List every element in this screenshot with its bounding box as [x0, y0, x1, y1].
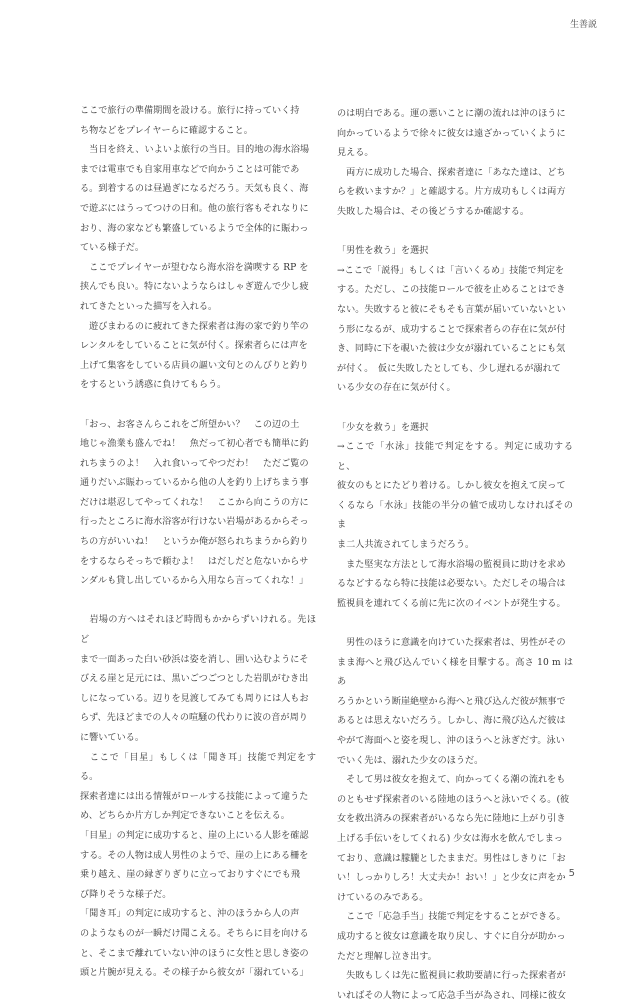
paragraph: 「少女を救う」を選択 →ここで「水泳」技能で判定をする。判定に成功すると、 彼女のもとにたどり着ける。しかし彼女を抱えて戻って くるなら「水泳」技能の半分の値で成功しなければそのま ま二人共流されてしまうだろう。: [337, 422, 573, 551]
page-number: 5: [568, 868, 575, 879]
paragraph: また堅実な方法として海水浴場の監視員に助けを求め るなどするなら特に技能は必要ない。ただしその場合は 監視員を連れてくる前に先に次のイベントが発生する。: [337, 559, 566, 609]
paragraph: 「おっ、お客さんらこれをご所望かい？ この辺の土 地じゃ漁業も盛んでね！ 魚だって初心者でも簡単に釣 れちまうのよ！ 入れ食いってやつだわ！ ただご覧の 通りだいぶ賑わっているから他の人を釣り上げちまう事 だけは堪忍してやってくれな！ ここから向こうの方に 行ったところに海水浴客が行けない岩場があるからそっ ちの方がいいね！ というか俺が怒られちまうから釣り をするならそっちで頼むよ！ はだしだと危ないからサ ンダルも貸し出しているから入用なら言ってくれな！」: [80, 419, 309, 587]
paragraph: そして男は彼女を抱えて、向かってくる潮の流れをも のともせず探索者のいる陸地のほうへと泳いでくる。(彼 女を救出済みの探索者がいるなら先に陸地に上がり引き 上げる手伝いをしてくれる) 少女は海水を飲んでしまっ ており、意識は朦朧としたままだ。男性はしきりに「お い！しっかりしろ！大丈夫か！おい！」と少女に声をか けているのみである。: [337, 775, 570, 903]
paragraph: ここで「目星」もしくは「聞き耳」技能で判定をする。 探索者達には出る情報がロールする技能によって違うた め、どちらか片方しか判定できないことを伝える。: [80, 752, 316, 822]
paragraph: 当日を終え、いよいよ旅行の当日。目的地の海水浴場 までは電車でも自家用車などで向かうことは可能であ る。到着するのは昼過ぎになるだろう。天気も良く、海 で遊ぶにはうってつけの日和。他の旅行客もそれなりに おり、海の家なども繁盛しているようで全体的に賑わっ ている様子だ。: [80, 145, 310, 254]
paragraph-gap: [80, 592, 316, 612]
paragraph: のは明白である。運の悪いことに潮の流れは沖のほうに 向かっているようで徐々に彼女は遠ざかっていくように 見える。: [337, 109, 566, 159]
paragraph: 「聞き耳」の判定に成功すると、沖のほうから人の声 のようなものが一瞬だけ聞こえる。そちらに目を向ける と、そこまで離れていない沖のほうに女性と思しき姿の 頭と片腕が見える。その様子から彼女が「溺れている」: [80, 909, 309, 979]
left-text-column: [80, 102, 316, 984]
paragraph-gap: [80, 396, 316, 416]
paragraph: 「目星」の判定に成功すると、崖の上にいる人影を確認 する。その人物は成人男性のようで、崖の上にある柵を 乗り越え、崖の縁ぎりぎりに立っておりすぐにでも飛 び降りそうな様子だ。: [80, 830, 309, 900]
paragraph: 岩場の方へはそれほど時間もかからずいけれる。先ほど まで一面あった白い砂浜は姿を消し、囲い込むようにそ びえる崖と足元には、黒いごつごつとした岩肌がむき出 しになっている。辺りを見渡してみても周りには人もお らず、先ほどまでの人々の喧騒の代わりに波の音が周り に響いている。: [80, 615, 316, 743]
paragraph-gap: [337, 614, 573, 634]
paragraph: 両方に成功した場合、探索者達に「あなた達は、どち らを救いますか？」と確認する。片方成功もしくは両方 失敗した場合は、その後どうするか確認する。: [337, 167, 566, 217]
paragraph: 男性のほうに意識を向けていた探索者は、男性がその まま海へと飛び込んでいく様を目撃する。高さ 10 m はあ ろうかという断崖絶壁から海へと飛び込んだ彼が無事で あるとは思えないだろう。しかし、海に飛び込んだ彼は やがて海面へと姿を現し、沖のほうへと泳ぎだす。泳い でいく先は、溺れた少女のほうだ。: [337, 638, 573, 766]
paragraph: ここで「応急手当」技能で判定をすることができる。 成功すると彼女は意識を取り戻し、すぐに自分が助かっ ただと理解し泣き出す。: [337, 912, 566, 962]
running-header-title: 生善説: [569, 20, 597, 30]
paragraph-gap: [337, 399, 573, 419]
paragraph: 失敗もしくは先に監視員に救助要請に行った探索者が いればその人物によって応急手当が為され、同様に彼女: [337, 971, 567, 1001]
paragraph: ここでプレイヤーが望むなら海水浴を満喫する RP を 挟んでも良い。特にないようならはしゃぎ遊んで少し疲 れてきたといった描写を入れる。: [80, 262, 309, 312]
paragraph: ここで旅行の準備期間を設ける。旅行に持っていく持 ち物などをプレイヤーらに確認すること。: [80, 106, 300, 136]
paragraph: 「男性を救う」を選択 →ここで「説得」もしくは「言いくるめ」技能で判定を する。ただし、この技能ロールで彼を止めることはでき ない。失敗すると彼にそもそも言葉が届いていないとい う形になるが、成功することで探索者らの存在に気が付 き、同時に下を覗いた彼は少女が溺れていることにも気 が付く。 仮に失敗したとしても、少し遅れるが溺れて いる少女の存在に気が付く。: [337, 246, 566, 394]
paragraph-gap: [337, 223, 573, 243]
paragraph: 遊びまわるのに疲れてきた探索者は海の家で釣り竿の レンタルをしていることに気が付く。探索者らには声を 上げて集客をしている店員の謳い文句とのんびりと釣り をするという誘惑に負けてもらう。: [80, 321, 309, 391]
right-text-column: [337, 105, 573, 1006]
